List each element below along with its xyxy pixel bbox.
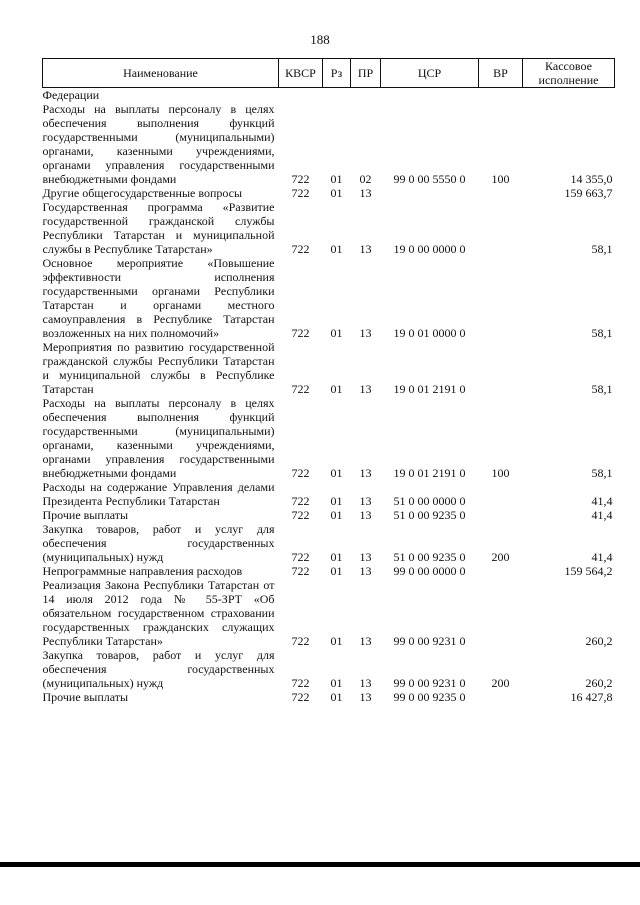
row-csr: 51 0 00 9235 0 (393, 508, 466, 522)
table-row (43, 256, 615, 340)
row-cash-execution: 58,1 (591, 466, 613, 480)
table-row (43, 648, 615, 690)
row-cash-execution: 41,4 (591, 550, 613, 564)
row-name: Закупка товаров, работ и услуг для обеспечения государственных (муниципальных) нужд (42, 522, 275, 564)
row-cash-execution: 58,1 (591, 242, 613, 256)
row-cash-execution: 260,2 (585, 676, 613, 690)
row-rz: 01 (330, 550, 343, 564)
row-csr: 19 0 01 0000 0 (393, 326, 466, 340)
row-kvsr: 722 (291, 382, 310, 396)
row-cash-execution: 159 564,2 (564, 564, 613, 578)
row-vr (479, 480, 523, 508)
row-name: Прочие выплаты (42, 690, 129, 704)
header-name: Наименование (43, 59, 279, 88)
row-vr (479, 340, 523, 396)
row-name: Расходы на выплаты персоналу в целях обеспечения выполнения функций государственными (муниципальными) органами, казенными учреждениями, органами управления государственными внебюджетными фондами (42, 102, 275, 186)
row-vr (479, 88, 523, 103)
row-cash-execution: 41,4 (591, 494, 613, 508)
row-vr (479, 186, 523, 200)
row-csr: 99 0 00 9235 0 (393, 690, 466, 704)
table-row (43, 564, 615, 578)
row-pr: 13 (359, 382, 372, 396)
row-pr: 02 (359, 172, 372, 186)
header-vr: ВР (479, 59, 523, 88)
row-vr: 200 (491, 550, 510, 564)
bottom-scan-border (0, 862, 640, 867)
row-kvsr (279, 88, 323, 103)
row-vr (479, 578, 523, 648)
row-name: Реализация Закона Республики Татарстан от 14 июля 2012 года № 55-ЗРТ «Об обязательном государственном страховании государственных гражданских служащих Республики Татарстан» (42, 578, 275, 648)
header-pr: ПР (351, 59, 381, 88)
row-rz (323, 88, 351, 103)
row-pr: 13 (359, 508, 372, 522)
row-name: Мероприятия по развитию государственной гражданской службы Республики Татарстан и муниципальной службы в Республике Татарстан (42, 340, 275, 396)
row-csr: 51 0 00 0000 0 (393, 494, 466, 508)
row-pr: 13 (359, 466, 372, 480)
row-pr: 13 (359, 242, 372, 256)
row-rz: 01 (330, 186, 343, 200)
table-row (43, 88, 615, 103)
row-kvsr: 722 (291, 564, 310, 578)
table-row (43, 690, 615, 704)
row-kvsr: 722 (291, 676, 310, 690)
row-rz: 01 (330, 242, 343, 256)
row-kvsr: 722 (291, 466, 310, 480)
row-vr (479, 508, 523, 522)
row-name: Непрограммные направления расходов (42, 564, 243, 578)
row-pr: 13 (359, 186, 372, 200)
table-row (43, 200, 615, 256)
row-rz: 01 (330, 326, 343, 340)
row-cash-execution: 16 427,8 (570, 690, 613, 704)
row-vr (479, 564, 523, 578)
row-rz: 01 (330, 508, 343, 522)
row-pr: 13 (359, 690, 372, 704)
row-vr (479, 256, 523, 340)
row-kvsr: 722 (291, 508, 310, 522)
row-rz: 01 (330, 634, 343, 648)
row-cash-execution: 58,1 (591, 382, 613, 396)
row-pr: 13 (359, 634, 372, 648)
header-rz: Рз (323, 59, 351, 88)
row-csr: 99 0 00 9231 0 (393, 634, 466, 648)
row-kvsr: 722 (291, 634, 310, 648)
row-pr: 13 (359, 676, 372, 690)
row-name: Закупка товаров, работ и услуг для обеспечения государственных (муниципальных) нужд (42, 648, 275, 690)
row-csr: 99 0 00 0000 0 (393, 564, 466, 578)
row-vr (479, 200, 523, 256)
row-cash-execution (523, 88, 615, 103)
row-vr: 100 (491, 172, 510, 186)
table-row (43, 396, 615, 480)
row-pr: 13 (359, 494, 372, 508)
budget-table (42, 58, 615, 704)
row-kvsr: 722 (291, 186, 310, 200)
row-vr: 100 (491, 466, 510, 480)
row-cash-execution: 260,2 (585, 634, 613, 648)
row-kvsr: 722 (291, 326, 310, 340)
table-row (43, 522, 615, 564)
row-rz: 01 (330, 172, 343, 186)
row-csr: 99 0 00 5550 0 (393, 172, 466, 186)
row-vr (479, 690, 523, 704)
row-kvsr: 722 (291, 690, 310, 704)
row-cash-execution: 41,4 (591, 508, 613, 522)
row-csr: 51 0 00 9235 0 (393, 550, 466, 564)
row-csr: 19 0 00 0000 0 (393, 242, 466, 256)
row-cash-execution: 14 355,0 (570, 172, 613, 186)
row-pr (351, 88, 381, 103)
table-row (43, 578, 615, 648)
row-kvsr: 722 (291, 172, 310, 186)
row-csr: 99 0 00 9231 0 (393, 676, 466, 690)
table-body (43, 88, 615, 705)
row-kvsr: 722 (291, 494, 310, 508)
table-row (43, 186, 615, 200)
table-row (43, 340, 615, 396)
row-name: Основное мероприятие «Повышение эффективности исполнения государственными органами Республики Татарстан и органами местного самоуправления в Республике Татарстан возложенных на них полномочий» (42, 256, 275, 340)
header-cash-execution: Кассовое исполнение (523, 59, 615, 88)
row-csr: 19 0 01 2191 0 (393, 466, 466, 480)
header-kvsr: КВСР (279, 59, 323, 88)
row-rz: 01 (330, 466, 343, 480)
table-header (43, 59, 615, 88)
row-rz: 01 (330, 676, 343, 690)
header-csr: ЦСР (381, 59, 479, 88)
table-row (43, 480, 615, 508)
row-name: Государственная программа «Развитие государственной гражданской службы Республики Татарстан и муниципальной службы в Республике Татарстан» (42, 200, 275, 256)
row-name: Прочие выплаты (42, 508, 129, 522)
row-rz: 01 (330, 690, 343, 704)
row-csr (381, 88, 479, 103)
row-kvsr: 722 (291, 550, 310, 564)
row-kvsr: 722 (291, 242, 310, 256)
row-name: Другие общегосударственные вопросы (42, 186, 243, 200)
row-pr: 13 (359, 326, 372, 340)
row-name: Федерации (42, 88, 100, 102)
row-csr: 19 0 01 2191 0 (393, 382, 466, 396)
row-cash-execution: 58,1 (591, 326, 613, 340)
row-rz: 01 (330, 564, 343, 578)
row-rz: 01 (330, 382, 343, 396)
row-csr (381, 186, 479, 200)
row-name: Расходы на содержание Управления делами Президента Республики Татарстан (42, 480, 275, 508)
row-cash-execution: 159 663,7 (564, 186, 613, 200)
row-vr: 200 (491, 676, 510, 690)
table-row (43, 102, 615, 186)
row-pr: 13 (359, 550, 372, 564)
row-pr: 13 (359, 564, 372, 578)
table-row (43, 508, 615, 522)
page-number: 188 (310, 32, 330, 47)
row-name: Расходы на выплаты персоналу в целях обеспечения выполнения функций государственными (муниципальными) органами, казенными учреждениями, органами управления государственными внебюджетными фондами (42, 396, 275, 480)
row-rz: 01 (330, 494, 343, 508)
